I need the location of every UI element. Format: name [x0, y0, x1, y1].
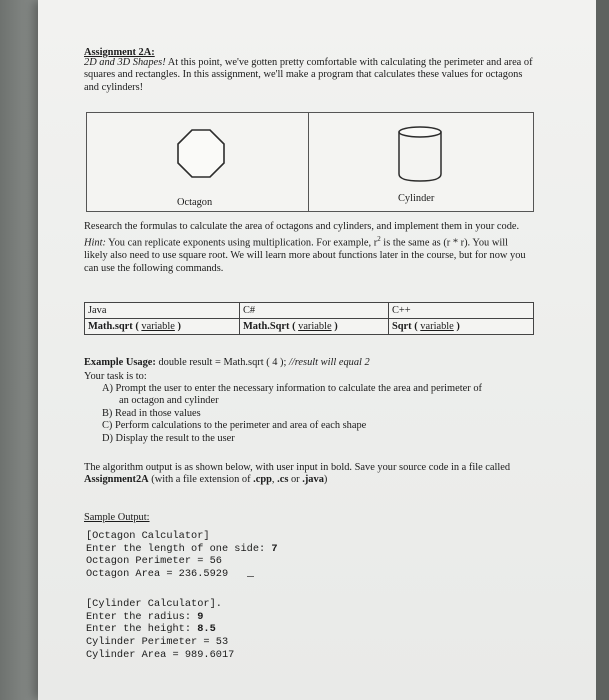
sqrt-commands-table	[84, 302, 534, 335]
algorithm-paragraph: The algorithm output is as shown below, with user input in bold. Save your source code in a file called Assignment2A (with a file extension of .cpp, .cs or .java)	[84, 462, 511, 486]
java-sqrt-cell: Math.sqrt ( variable )	[85, 319, 240, 335]
octagon-caption: Octagon	[177, 197, 213, 208]
task-steps	[102, 383, 532, 445]
intro-paragraph: 2D and 3D Shapes! At this point, we've gotten pretty comfortable with calculating the perimeter and area of squares and rectangles. In this assignment, we'll make a program that calculates these values for octagons and cylinders!	[84, 57, 533, 93]
table-header-row	[85, 303, 534, 319]
example-usage: Example Usage: double result = Math.sqrt ( 4 ); //result will equal 2	[84, 357, 370, 368]
paper-sheet	[38, 0, 596, 700]
background-right	[596, 0, 609, 700]
table-row	[85, 319, 534, 335]
stray-mark	[247, 576, 254, 577]
cylinder-sample-output: [Cylinder Calculator]. Enter the radius: 9 Enter the height: 8.5 Cylinder Perimeter = 53 Cylinder Area = 989.6017	[86, 598, 235, 661]
step-a: A) Prompt the user to enter the necessary information to calculate the area and perimeter of	[102, 383, 482, 394]
step-a-continued: an octagon and cylinder	[119, 395, 219, 407]
research-paragraph: Research the formulas to calculate the area of octagons and cylinders, and implement them in your code. Hint: You can replicate exponents using multiplication. For example, $r^2$ is the same as (r * r). You will likely also need to use square root. We will learn more about functions later in the course, but for now you can use the following commands.	[84, 221, 526, 274]
shapes-divider	[308, 113, 309, 211]
step-c: C) Perform calculations to the perimeter and area of each shape	[102, 420, 367, 432]
step-b: B) Read in those values	[102, 407, 201, 419]
hint-label: Hint:	[84, 237, 106, 249]
cylinder-caption: Cylinder	[398, 193, 435, 204]
cylinder-shape	[394, 122, 446, 188]
octagon-shape	[174, 127, 228, 181]
octagon-sample-output: [Octagon Calculator] Enter the length of one side: 7 Octagon Perimeter = 56 Octagon Area = 236.5929	[86, 530, 278, 581]
assignment-heading: Assignment 2A:	[84, 47, 155, 58]
csharp-sqrt-cell: Math.Sqrt ( variable )	[240, 319, 389, 335]
header-cpp: C++	[389, 303, 534, 319]
step-d: D) Display the result to the user	[102, 432, 235, 444]
task-intro: Your task is to:	[84, 371, 147, 382]
sample-output-label: Sample Output:	[84, 512, 150, 523]
header-java: Java	[85, 303, 240, 319]
shapes-table	[86, 112, 534, 212]
cpp-sqrt-cell: Sqrt ( variable )	[389, 319, 534, 335]
background-left	[0, 0, 38, 700]
header-csharp: C#	[240, 303, 389, 319]
